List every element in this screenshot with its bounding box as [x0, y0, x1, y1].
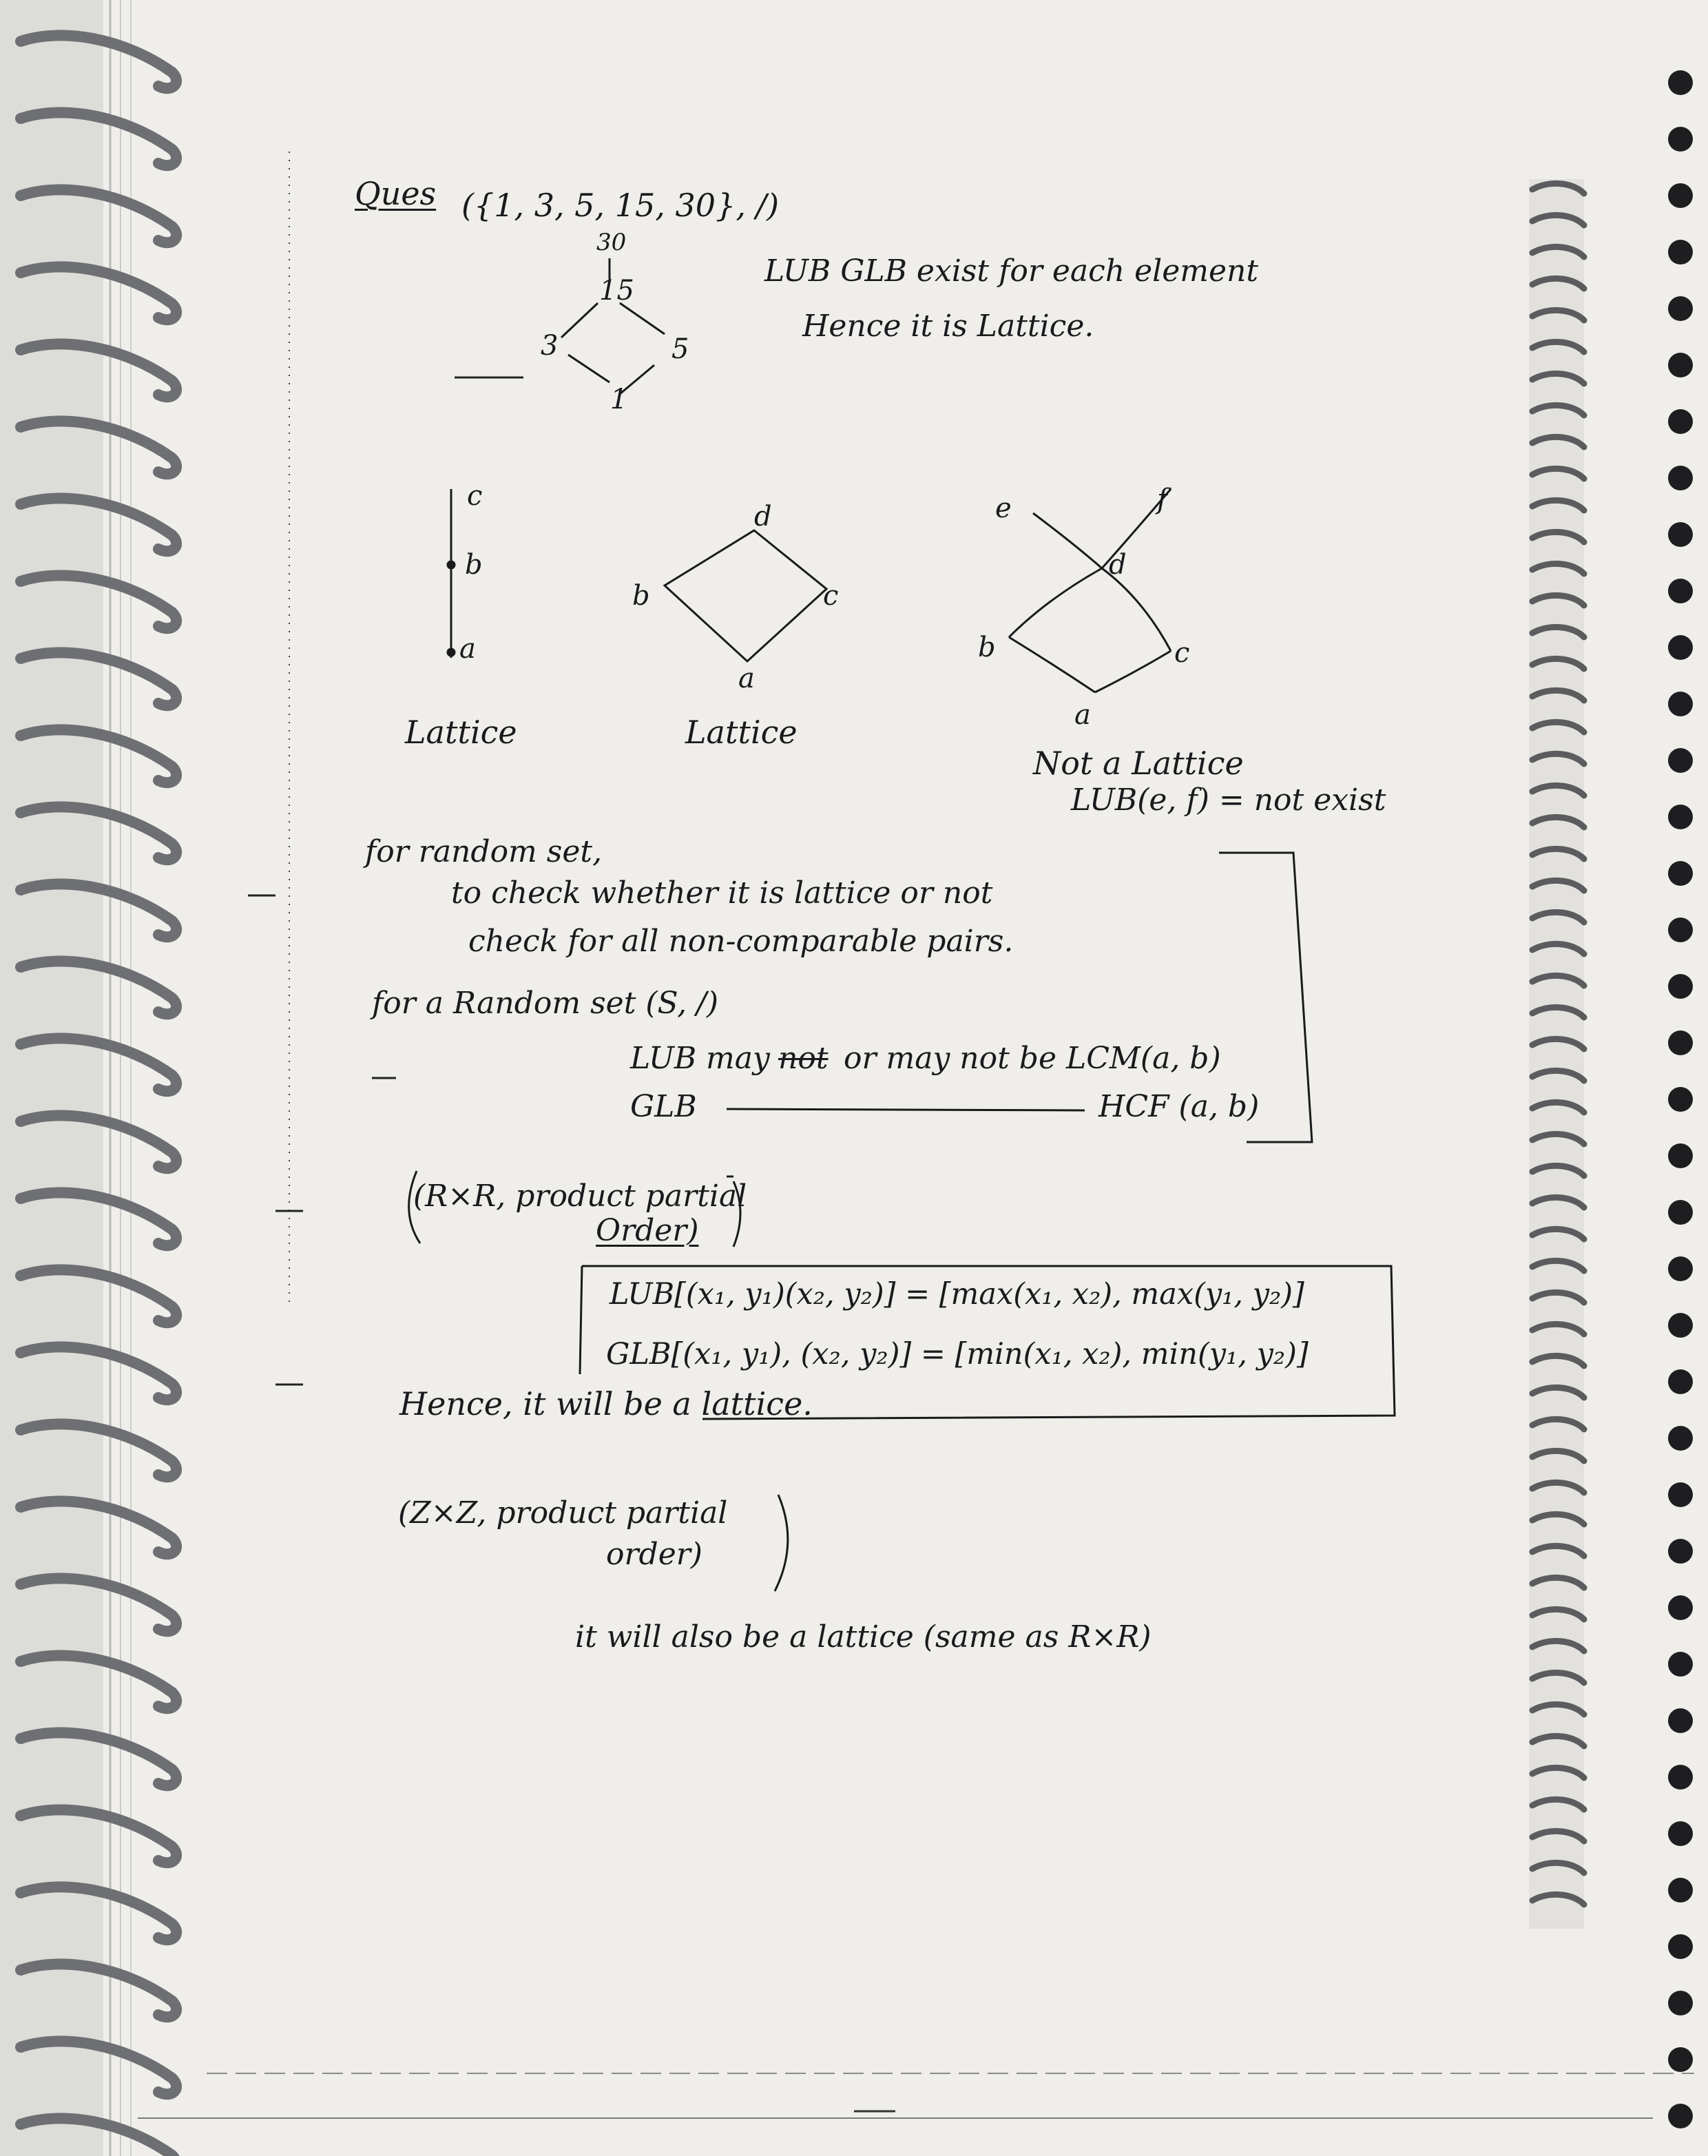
perforation-hole	[1668, 1595, 1693, 1620]
diamond-node-d: d	[754, 501, 772, 532]
perforation-hole	[1668, 1030, 1693, 1055]
perforation-hole	[1668, 1426, 1693, 1451]
perforation-hole	[1668, 240, 1693, 265]
perforation-hole	[1668, 1765, 1693, 1790]
rxr-header-a: (R×R, product partial	[413, 1179, 747, 1214]
diamond-node-a: a	[738, 663, 755, 694]
cross-node-c: c	[1174, 637, 1190, 669]
perforation-hole	[1668, 1821, 1693, 1846]
perforation-hole	[1668, 1878, 1693, 1903]
chain-node-b: b	[465, 549, 483, 581]
perforation-hole	[1668, 183, 1693, 208]
random-set-line4: for a Random set (S, /)	[372, 986, 719, 1021]
perforation-hole	[1668, 466, 1693, 490]
diamond-caption: Lattice	[685, 714, 798, 751]
perforation-hole	[1668, 861, 1693, 886]
perforation-hole	[1668, 1369, 1693, 1394]
perforation-hole	[1668, 1539, 1693, 1564]
random-lub-struck: not	[778, 1041, 829, 1076]
rxr-lub-formula: LUB[(x₁, y₁)(x₂, y₂)] = [max(x₁, x₂), max(y₁, y₂)]	[610, 1277, 1304, 1312]
perforation-hole	[1668, 522, 1693, 547]
perforation-hole	[1668, 1143, 1693, 1168]
hasse-node-15: 15	[599, 275, 634, 307]
perforation-hole	[1668, 1652, 1693, 1677]
perforation-hole	[1668, 1087, 1693, 1112]
question-label: Ques	[355, 175, 437, 212]
random-lub-label: LUB	[630, 1041, 697, 1076]
rxr-header-b: Order)	[596, 1213, 699, 1248]
perforation-hole	[1668, 409, 1693, 434]
perforation-hole	[1668, 748, 1693, 773]
perforation-hole	[1668, 1256, 1693, 1281]
perforation-hole	[1668, 1313, 1693, 1338]
diamond-node-c: c	[823, 580, 839, 612]
perforation-hole	[1668, 974, 1693, 999]
perforation-hole	[1668, 579, 1693, 603]
diamond-node-b: b	[632, 580, 650, 612]
perforation-hole	[1668, 2047, 1693, 2072]
random-set-line1: for random set,	[365, 834, 603, 869]
perforation-hole	[1668, 1200, 1693, 1225]
perforation-hole	[1668, 1934, 1693, 1959]
zxz-header-a: (Z×Z, product partial	[398, 1495, 728, 1531]
perforation-hole	[1668, 2104, 1693, 2128]
hasse-node-1: 1	[610, 384, 628, 415]
random-lub-may: may	[706, 1041, 770, 1076]
cross-node-f: f	[1157, 484, 1167, 515]
random-glb-label: GLB	[630, 1089, 697, 1124]
perforation-hole	[1668, 805, 1693, 829]
chain-node-c: c	[467, 480, 483, 512]
cross-reason: LUB(e, f) = not exist	[1071, 782, 1386, 818]
perforation-hole	[1668, 70, 1693, 95]
cross-node-b: b	[978, 632, 996, 663]
random-set-line3: check for all non-comparable pairs.	[468, 924, 1014, 959]
perforation-hole	[1668, 918, 1693, 942]
chain-diagram	[448, 489, 455, 658]
rxr-glb-formula: GLB[(x₁, y₁), (x₂, y₂)] = [min(x₁, x₂), min(y₁, y₂)]	[606, 1337, 1309, 1371]
random-glb-text: HCF (a, b)	[1098, 1089, 1260, 1124]
diamond-diagram	[665, 530, 826, 661]
rxr-conclusion: Hence, it will be a lattice.	[399, 1385, 813, 1422]
zxz-conclusion: it will also be a lattice (same as R×R)	[575, 1619, 1152, 1655]
perforation-hole	[1668, 127, 1693, 152]
perforation-hole	[1668, 1482, 1693, 1507]
perforation-hole	[1668, 1991, 1693, 2015]
cross-node-a: a	[1074, 699, 1091, 731]
perforation-hole	[1668, 296, 1693, 321]
cross-diagram	[1009, 489, 1171, 692]
note-lub-glb-exist: LUB GLB exist for each element	[764, 253, 1259, 289]
cross-node-d: d	[1109, 549, 1127, 581]
perforation-hole	[1668, 353, 1693, 377]
cross-caption: Not a Lattice	[1033, 745, 1244, 782]
perforation-hole	[1668, 635, 1693, 660]
hasse-node-5: 5	[671, 333, 689, 365]
question-set: ({1, 3, 5, 15, 30}, /)	[461, 187, 780, 224]
chain-caption: Lattice	[405, 714, 517, 751]
zxz-header-b: order)	[606, 1537, 702, 1572]
hasse-node-3: 3	[541, 330, 559, 362]
note-hence-lattice: Hence it is Lattice.	[802, 309, 1094, 344]
hasse-node-30: 30	[596, 229, 627, 256]
perforation-hole	[1668, 692, 1693, 716]
cross-node-e: e	[995, 493, 1012, 524]
perforation-hole	[1668, 1708, 1693, 1733]
chain-node-a: a	[459, 633, 476, 665]
random-lub-text: or may not be LCM(a, b)	[844, 1041, 1221, 1076]
random-set-line2: to check whether it is lattice or not	[451, 875, 993, 911]
